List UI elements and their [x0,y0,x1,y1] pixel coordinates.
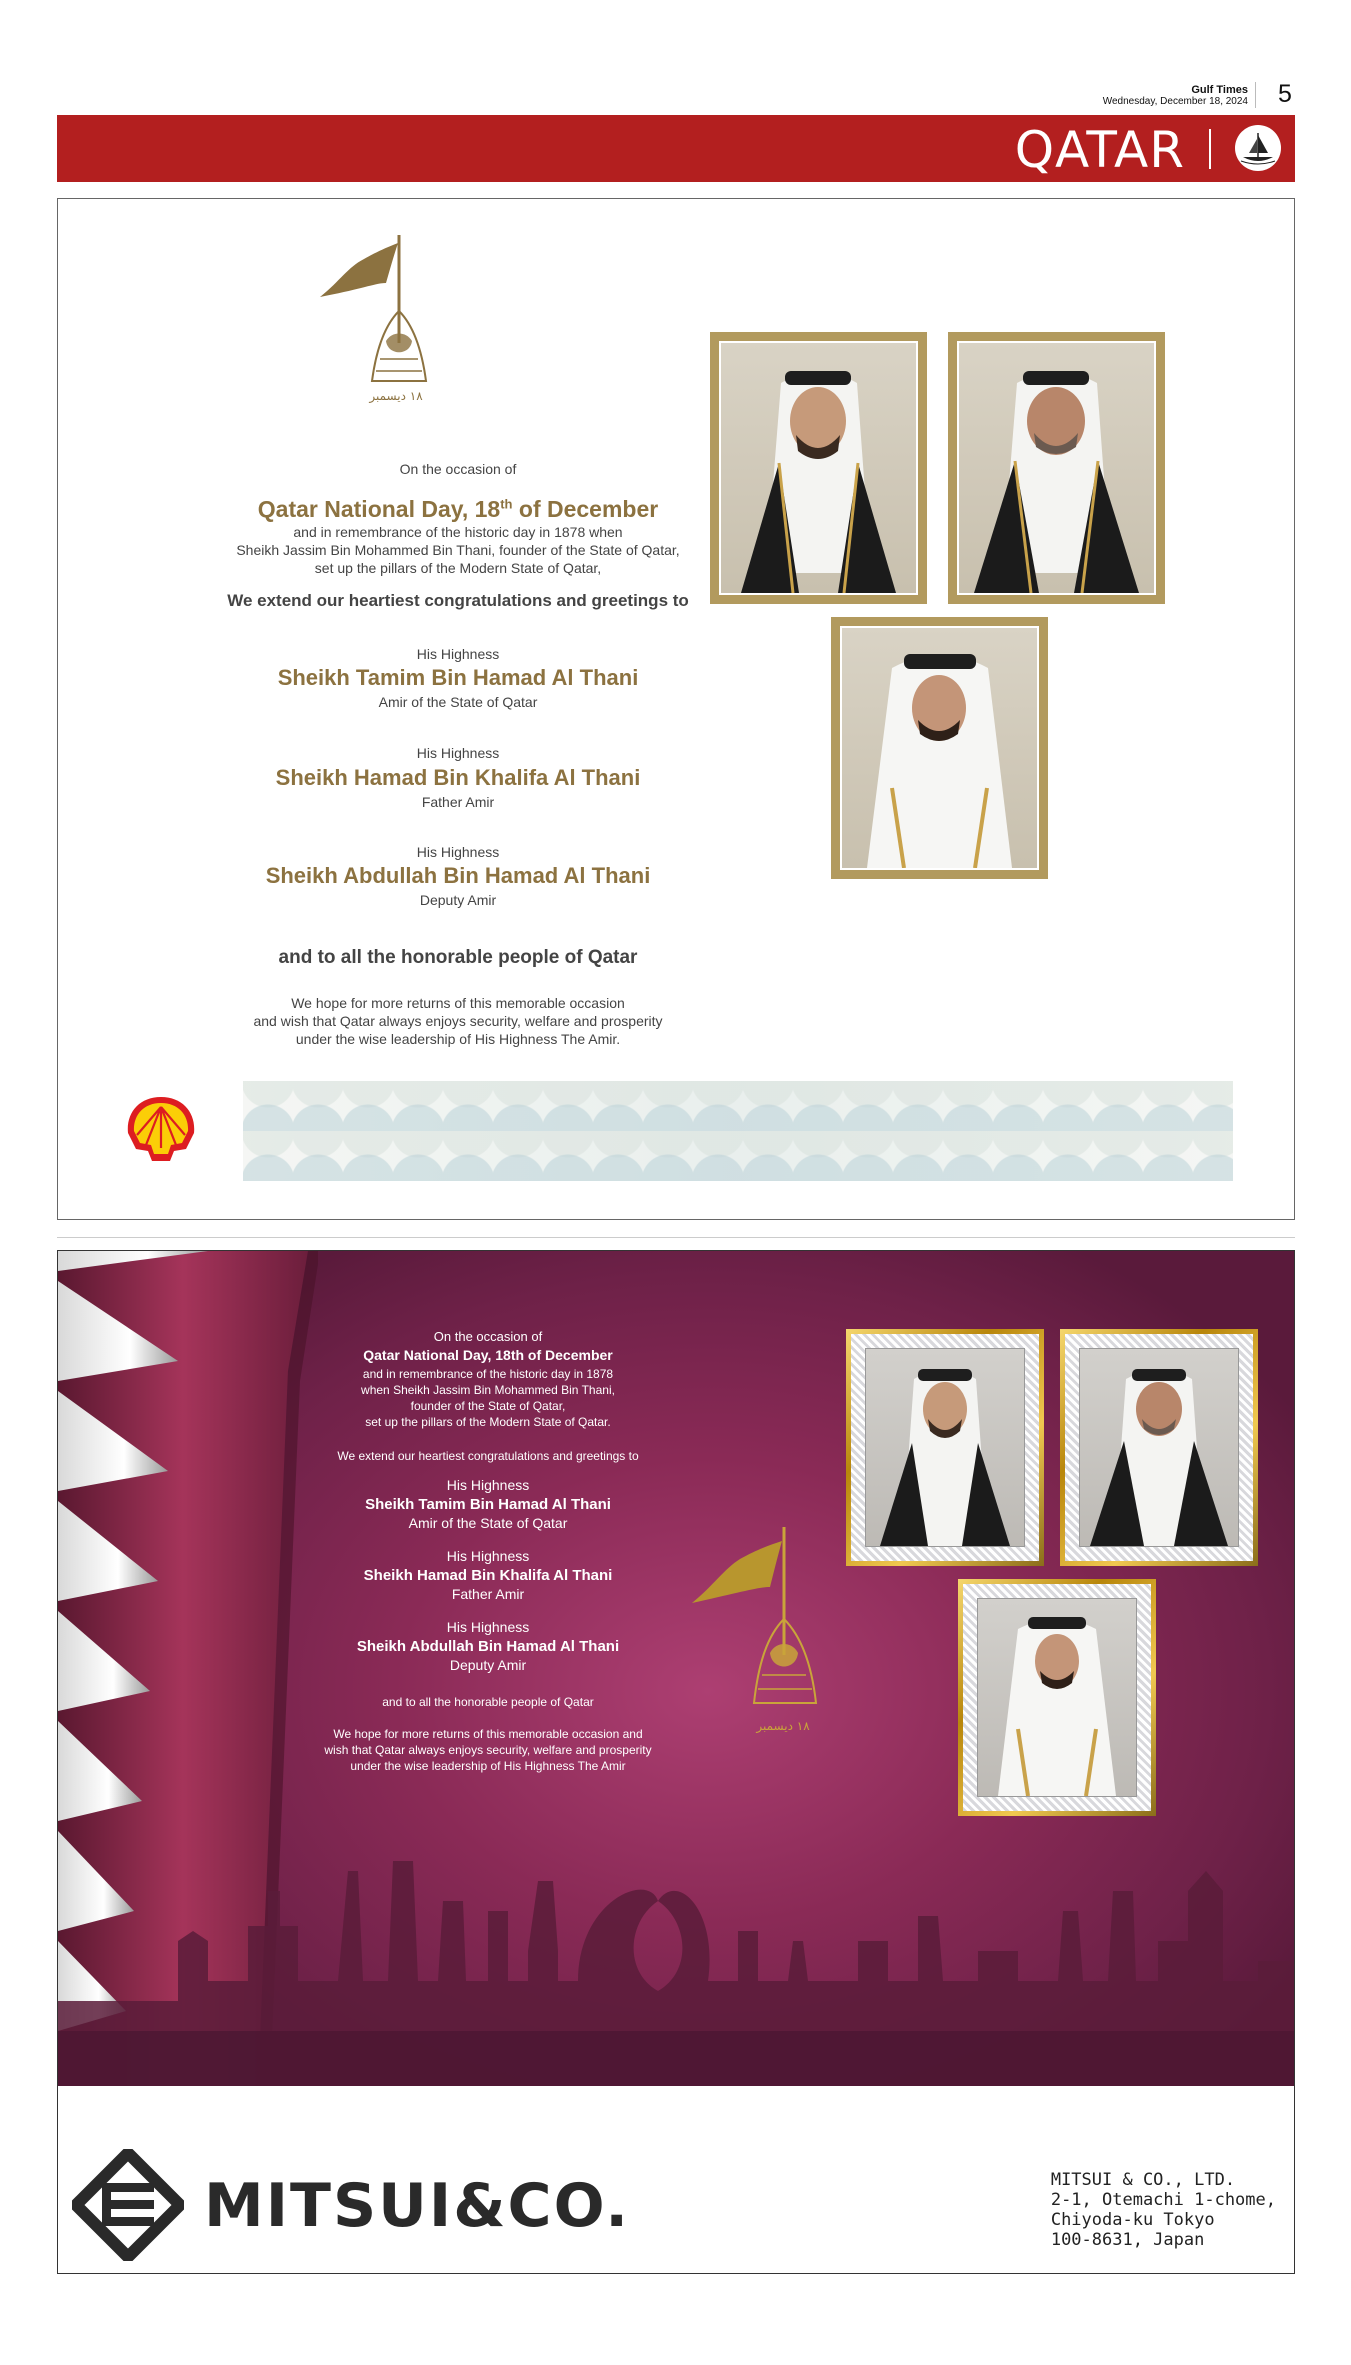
mitsui-remembrance [278,1366,698,1430]
shell-leader-honorific: His Highness [416,745,500,761]
shell-leader-honorific: His Highness [416,646,500,662]
shell-leader-name: Sheikh Hamad Bin Khalifa Al Thani [275,765,641,790]
mitsui-logo-icon [72,2149,184,2261]
shell-people-line: and to all the honorable people of Qatar [278,947,638,968]
mitsui-title: Qatar National Day, 18th of December [363,1347,613,1363]
shell-leader-name: Sheikh Tamim Bin Hamad Al Thani [277,665,639,690]
shell-title-main: Qatar National Day, 18 [257,496,501,522]
portrait-deputy-amir [958,1579,1156,1816]
maroon-panel [58,1251,1294,2086]
decorative-pattern-strip [243,1081,1233,1181]
national-day-emblem [678,1523,838,1753]
mitsui-leader-honorific: His Highness [446,1619,530,1635]
portrait-amir [846,1329,1044,1566]
shell-leader-honorific: His Highness [416,844,500,860]
mitsui-leader-honorific: His Highness [446,1548,530,1564]
address-line: MITSUI & CO., LTD. [1050,2170,1236,2190]
shell-closing-line: and wish that Qatar always enjoys security, welfare and prosperity [253,1013,663,1029]
mitsui-closing [278,1726,698,1774]
shell-remembrance-line: set up the pillars of the Modern State of Qatar, [314,560,602,576]
shell-intro: On the occasion of [399,461,517,477]
portrait-father-amir [948,332,1165,604]
publication-name: Gulf Times [1191,84,1248,96]
shell-remembrance-line: and in remembrance of the historic day in 1878 when [293,524,623,540]
mitsui-remembrance-line: founder of the State of Qatar, [410,1399,566,1413]
shell-greeting: We extend our heartiest congratulations and greetings to [227,591,689,610]
shell-leader-role: Father Amir [421,794,495,810]
address-line: 2-1, Otemachi 1-chome, [1050,2190,1276,2210]
mitsui-wordmark: MITSUI&CO. [204,2171,631,2241]
doha-skyline [58,1831,1294,2086]
emblem-date-text: ١٨ ديسمبر [369,389,423,403]
mitsui-remembrance-line: when Sheikh Jassim Bin Mohammed Bin Thani, [361,1383,615,1397]
shell-national-day-ad [57,198,1295,1220]
mitsui-closing-line: under the wise leadership of His Highness The Amir [350,1759,626,1773]
mitsui-remembrance-line: set up the pillars of the Modern State of Qatar. [365,1415,611,1429]
mitsui-address [1051,2170,1276,2250]
mitsui-leader-name: Sheikh Hamad Bin Khalifa Al Thani [363,1567,613,1584]
mitsui-national-day-ad [57,1250,1295,2274]
mitsui-closing-line: We hope for more returns of this memorable occasion and [333,1727,643,1741]
mitsui-leader-role: Deputy Amir [449,1657,527,1673]
masthead-divider [1255,82,1256,108]
shell-leader-role: Deputy Amir [419,892,497,908]
section-band [57,115,1295,182]
shell-closing-line: under the wise leadership of His Highness The Amir. [295,1031,621,1047]
mitsui-leader-name: Sheikh Abdullah Bin Hamad Al Thani [356,1638,620,1655]
mitsui-remembrance-line: and in remembrance of the historic day in 1878 [362,1367,614,1381]
national-day-emblem [306,231,446,421]
page-number: 5 [1278,80,1292,108]
mitsui-closing-line: wish that Qatar always enjoys security, welfare and prosperity [324,1743,652,1757]
mitsui-leader-role: Father Amir [451,1586,525,1602]
section-title: QATAR [1014,121,1185,179]
shell-title-sup: th [500,496,513,512]
address-line: Chiyoda-ku Tokyo [1050,2210,1215,2230]
portrait-father-amir [1060,1329,1258,1566]
shell-leader-role: Amir of the State of Qatar [378,694,538,710]
portrait-amir [710,332,927,604]
publication-date: Wednesday, December 18, 2024 [1102,96,1248,107]
mitsui-greeting: We extend our heartiest congratulations and greetings to [337,1449,639,1463]
mitsui-leader-name: Sheikh Tamim Bin Hamad Al Thani [365,1496,611,1513]
section-band-divider [1209,129,1211,169]
shell-logo-icon [122,1093,200,1165]
shell-remembrance-line: Sheikh Jassim Bin Mohammed Bin Thani, founder of the State of Qatar, [236,542,680,558]
address-line: 100-8631, Japan [1050,2230,1205,2250]
mitsui-leader-role: Amir of the State of Qatar [408,1515,568,1531]
portrait-deputy-amir [831,617,1048,879]
mitsui-intro: On the occasion of [433,1329,543,1344]
shell-closing-line: We hope for more returns of this memorable occasion [291,995,625,1011]
mitsui-leader-honorific: His Highness [446,1477,530,1493]
ad-divider [57,1237,1295,1238]
emblem-date-text: ١٨ ديسمبر [756,1719,810,1733]
shell-closing [98,994,818,1048]
shell-title-tail: of December [512,496,659,522]
shell-leader-name: Sheikh Abdullah Bin Hamad Al Thani [265,863,651,888]
dhow-logo-icon [1235,125,1281,171]
mitsui-people-line: and to all the honorable people of Qatar [382,1695,594,1709]
masthead [1080,84,1248,108]
